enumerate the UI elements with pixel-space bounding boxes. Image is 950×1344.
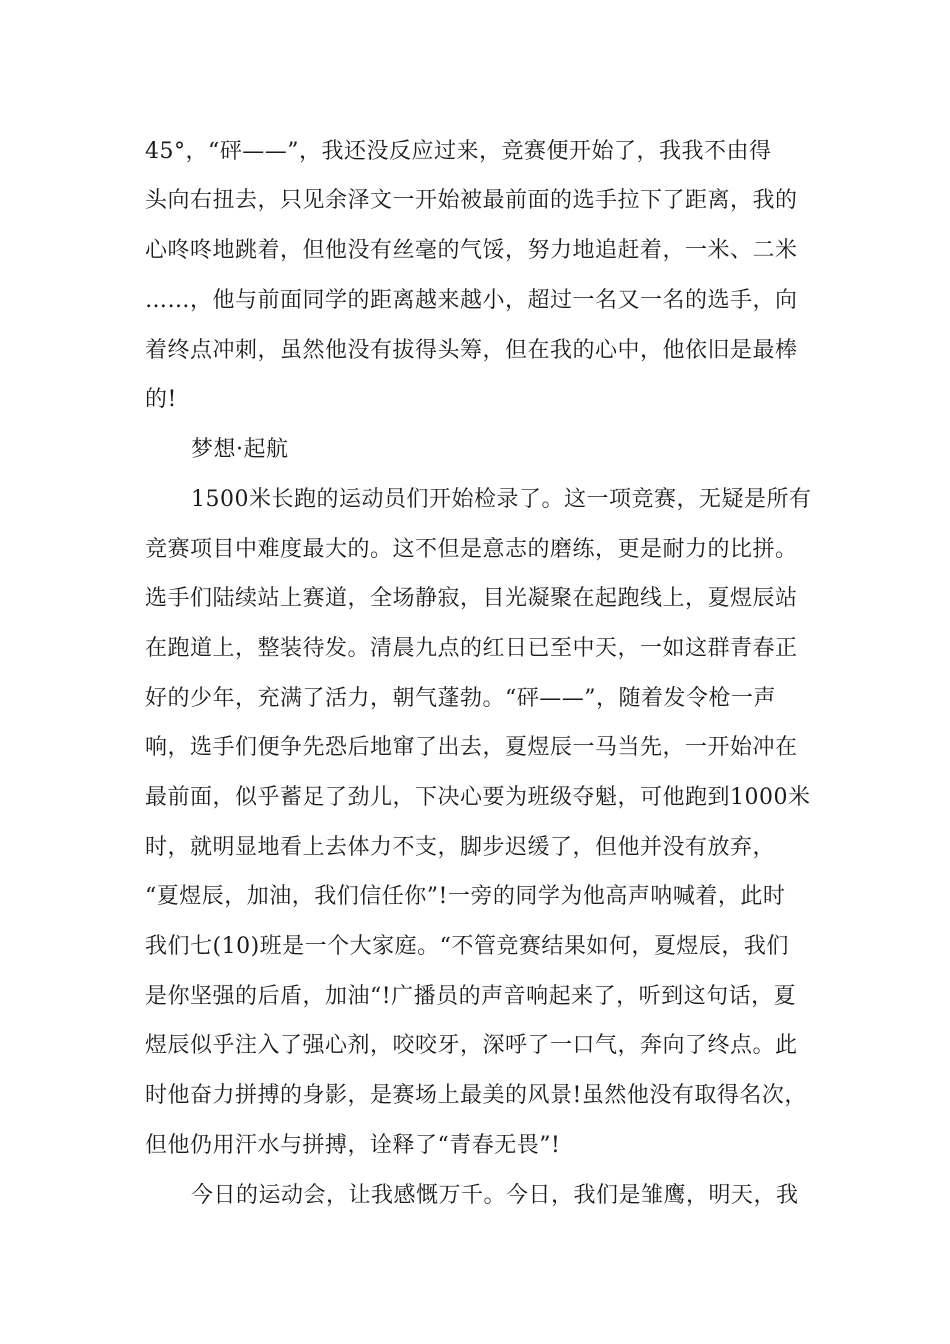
- text-line: ……，他与前面同学的距离越来越小，超过一名又一名的选手，向: [145, 288, 798, 313]
- text-line: 着终点冲刺，虽然他没有拔得头筹，但在我的心中，他依旧是最棒: [145, 338, 798, 363]
- text-line: 是你坚强的后盾，加油“!广播员的声音响起来了，听到这句话，夏: [145, 984, 797, 1009]
- text-line: 时，就明显地看上去体力不支，脚步迟缓了，但他并没有放弃，: [145, 835, 776, 860]
- text-line: 竞赛项目中难度最大的。这不但是意志的磨练，更是耐力的比拼。: [145, 537, 798, 562]
- text-line: 最前面，似乎蓄足了劲儿，下决心要为班级夺魁，可他跑到1000米: [145, 785, 811, 810]
- text-line: “夏煜辰，加油，我们信任你”!一旁的同学为他高声呐喊着，此时: [145, 884, 786, 909]
- text-line: 时他奋力拼搏的身影，是赛场上最美的风景!虽然他没有取得名次，: [145, 1083, 807, 1108]
- paragraph-start-line: 1500米长跑的运动员们开始检录了。这一项竞赛，无疑是所有: [191, 487, 812, 512]
- text-line: 响，选手们便争先恐后地窜了出去，夏煜辰一马当先，一开始冲在: [145, 735, 798, 760]
- text-line: 煜辰似乎注入了强心剂，咬咬牙，深呼了一口气，奔向了终点。此: [145, 1033, 798, 1058]
- text-line: 心咚咚地跳着，但他没有丝毫的气馁，努力地追赶着，一米、二米: [145, 238, 798, 263]
- text-line: 但他仍用汗水与拼搏，诠释了“青春无畏”!: [145, 1133, 561, 1158]
- text-line: 头向右扭去，只见余泽文一开始被最前面的选手拉下了距离，我的: [145, 188, 798, 213]
- text-line: 我们七(10)班是一个大家庭。“不管竞赛结果如何，夏煜辰，我们: [145, 934, 789, 959]
- text-line: 45°，“砰——”，我还没反应过来，竞赛便开始了，我我不由得: [145, 139, 772, 164]
- text-line: 选手们陆续站上赛道，全场静寂，目光凝聚在起跑线上，夏煜辰站: [145, 586, 798, 611]
- text-line: 的!: [145, 387, 177, 412]
- text-line: 好的少年，充满了活力，朝气蓬勃。“砰——”，随着发令枪一声: [145, 686, 776, 711]
- text-line: 在跑道上，整装待发。清晨九点的红日已至中天，一如这群青春正: [145, 636, 798, 661]
- section-heading: 梦想·起航: [191, 437, 289, 462]
- paragraph-start-line: 今日的运动会，让我感慨万千。今日，我们是雏鹰，明天，我: [191, 1183, 799, 1208]
